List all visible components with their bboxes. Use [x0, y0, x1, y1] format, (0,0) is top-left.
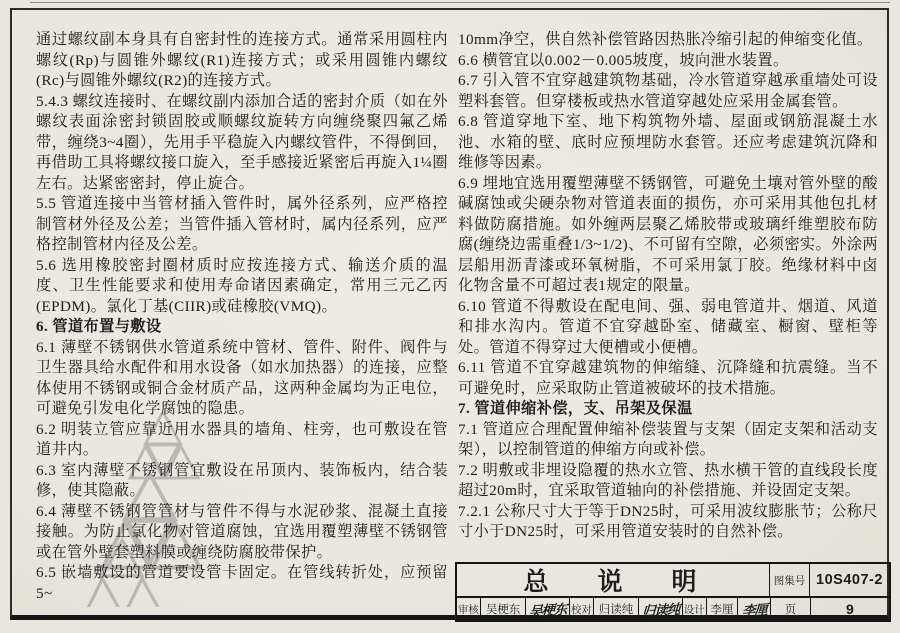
scan-edge-artifact [30, 2, 890, 3]
paragraph: 6.1 薄壁不锈钢供水管道系统中管材、管件、附件、阀件与卫生器具给水配件和用水设备（如水加热器）的连接，应整体使用不锈钢或铜合金材质产品，这两种金属均为正电位，可避免引发电化学腐蚀的隐患。 [36, 338, 448, 417]
atlas-number-label: 图集号 [770, 564, 810, 596]
signature: 归读纯 [641, 601, 680, 620]
paragraph: 5.6 选用橡胶密封圈材质时应按连接方式、输送介质的温度、卫生性能要求和使用寿命诸因素确定，常用三元乙丙(EPDM)。氯化丁基(CIIR)或硅橡胶(VMQ)。 [36, 256, 448, 315]
sheet-title: 总 说 明 [457, 564, 770, 596]
paragraph: 7.2.1 公称尺寸大于等于DN25时，可采用波纹膨胀节；公称尺寸小于DN25时，可采用管道安装时的自然补偿。 [458, 502, 878, 540]
right-text-column [458, 30, 878, 543]
left-text-column [36, 30, 448, 604]
paragraph: 5.4.3 螺纹连接时、在螺纹副内添加合适的密封介质（如在外螺纹表面涂密封锁固胶或顺螺纹旋转方向缠绕聚四氟乙烯带，缠绕3~4圈），先用手平稳旋入内螺纹管件，不得倒回，再借助工具将螺纹接口旋入，至手感接近紧密后再旋入1¼圈左右。达紧密密封，停止旋合。 [36, 92, 448, 192]
signature: 吴梗东 [528, 601, 567, 620]
paragraph: 6.8 管道穿地下室、地下构筑物外墙、屋面或钢筋混凝土水池、水箱的壁、底时应预埋防水套管。还应考虑建筑沉降和维修等因素。 [458, 113, 878, 171]
paragraph: 6.4 薄壁不锈钢管管材与管件不得与水泥砂浆、混凝土直接接触。为防止氯化物对管道腐蚀，宜选用覆塑薄壁不锈钢管或在管外壁套塑料膜或缠绕防腐胶带保护。 [36, 502, 448, 561]
section-heading: 6. 管道布置与敷设 [36, 318, 162, 335]
paragraph: 通过螺纹副本身具有自密封性的连接方式。通常采用圆柱内螺纹(Rp)与圆锥外螺纹(R1)连接方式；或采用圆锥内螺纹(Rc)与圆锥外螺纹(R2)的连接方式。 [36, 31, 448, 89]
reviewer-signature [526, 598, 570, 620]
paragraph: 6.2 明装立管应靠近用水器具的墙角、柱旁，也可敷设在管道井内。 [36, 420, 448, 458]
paragraph: 10mm净空，供自然补偿管路因热胀冷缩引起的伸缩变化值。 [458, 31, 873, 48]
signature: 李厘 [741, 602, 767, 619]
designer-signature [738, 598, 771, 620]
section-heading: 7. 管道伸缩补偿，支、吊架及保温 [458, 400, 693, 417]
paragraph: 7.1 管道应合理配置伸缩补偿装置与支架（固定支架和活动支架），以控制管道的伸缩方向或补偿。 [458, 420, 878, 458]
paragraph: 7.2 明敷或非埋设隐覆的热水立管、热水横干管的直线段长度超过20m时，宜采取管道轴向的补偿措施、并设固定支架。 [458, 461, 878, 499]
reviewer-label: 审核 [457, 598, 481, 620]
designer-label: 设计 [683, 598, 707, 620]
paragraph: 6.7 引入管不宜穿越建筑物基础，冷水管道穿越承重墙处可设塑料套管。但穿楼板或热水管道穿越处应采用金属套管。 [458, 72, 878, 110]
paragraph: 6.5 嵌墙敷设的管道要设管卡固定。在管线转折处，应预留5~ [36, 564, 448, 602]
proofreader-signature [639, 598, 683, 620]
paragraph: 6.9 埋地宜选用覆塑薄壁不锈钢管，可避免土壤对管外壁的酸碱腐蚀或尖硬杂物对管道表面的损伤，亦可采用其他包扎材料做防腐措施。如外缠两层聚乙烯胶带或玻璃纤维塑胶布防腐(缠绕边需重叠1/3~1/2)、不可留有空隙，必须密实。外涂两层船用沥青漆或环氧树脂，不可采用氯丁胶。绝缘材料中卤化物含量不可超过表1规定的限量。 [458, 174, 878, 294]
paragraph: 6.6 横管宜以0.002－0.005坡度，坡向泄水装置。 [458, 51, 789, 69]
paragraph: 6.11 管道不宜穿越建筑物的伸缩缝、沉降缝和抗震缝。当不可避免时，应采取防止管道被破坏的技术措施。 [458, 359, 878, 397]
page-label: 页 [771, 598, 811, 620]
title-block [455, 562, 891, 622]
page-number: 9 [845, 601, 854, 617]
atlas-number-value: 10S407-2 [816, 572, 883, 588]
paragraph: 5.5 管道连接中当管材插入管件时，属外径系列，应严格控制管材外径及公差；当管件插入管材时，属内径系列，应严格控制管材内径及公差。 [36, 195, 448, 253]
paragraph: 6.10 管道不得敷设在配电间、强、弱电管道井、烟道、风道和排水沟内。管道不宜穿越卧室、储藏室、橱窗、壁柜等处。管道不得穿过大便槽或小便槽。 [458, 297, 878, 356]
proofreader-name: 归读纯 [594, 598, 640, 620]
designer-name: 李厘 [707, 598, 739, 620]
reviewer-name: 吴梗东 [481, 598, 527, 620]
proofreader-label: 校对 [570, 598, 594, 620]
paragraph: 6.3 室内薄壁不锈钢管宜敷设在吊顶内、装饰板内，结合装修，使其隐蔽。 [36, 461, 448, 499]
